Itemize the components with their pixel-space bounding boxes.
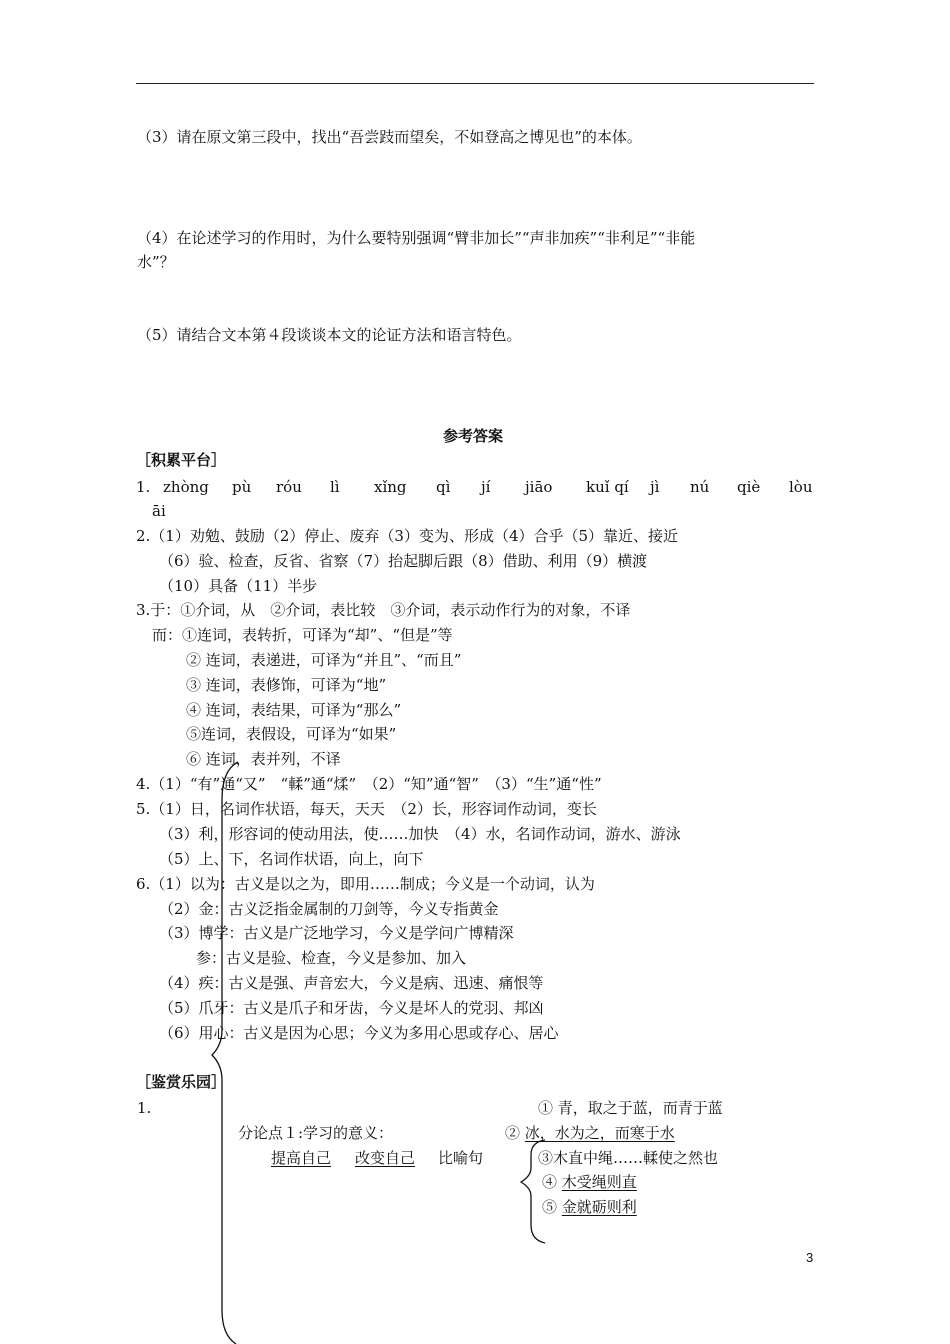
pinyin-item: xǐng [374, 478, 407, 496]
answer-5-line1: 5.（1）日，名词作状语，每天，天天 （2）长，形容词作动词，变长 [136, 800, 597, 818]
page-number: 3 [806, 1250, 814, 1265]
pinyin-item: qì [436, 478, 451, 496]
answer-3-line4: ③ 连词，表修饰，可译为“地” [186, 676, 387, 694]
small-left-brace [521, 1140, 545, 1243]
answers-title: 参考答案 [443, 427, 504, 445]
question-5: （5）请结合文本第４段谈谈本文的论证方法和语言特色。 [137, 326, 522, 344]
appreciation-answer-1-number: 1. [137, 1099, 152, 1117]
answer-1-line2: āi [152, 502, 166, 520]
example-2-number: ② [505, 1124, 525, 1142]
answer-2-line1: 2.（1）劝勉、鼓励（2）停止、废弃（3）变为、形成（4）合乎（5）靠近、接近 [136, 527, 679, 545]
section-heading-appreciation: ［鉴赏乐园］ [136, 1073, 227, 1091]
answer-2-line3: （10）具备（11）半步 [159, 577, 318, 595]
question-4-line1: （4）在论述学习的作用时，为什么要特别强调“臂非加长”“声非加疾”“非利足”“非能 [137, 229, 696, 247]
sub-point-improve-self: 提高自己 [271, 1149, 332, 1167]
example-4-number: ④ [542, 1173, 562, 1191]
example-5-text: 金就砺则利 [561, 1198, 637, 1216]
pinyin-item: lì [330, 478, 340, 496]
pinyin-item: kuǐ qí [586, 478, 629, 496]
example-2-text: 冰，水为之，而寒于水 [524, 1124, 675, 1142]
answer-3-line7: ⑥ 连词，表并列，不译 [186, 750, 341, 768]
answer-5-line2: （3）利，形容词的使动用法，使……加快 （4）水，名词作动词，游水、游泳 [159, 825, 681, 843]
answer-4: 4.（1）“有”通“又” “輮”通“煣” （2）“知”通“智” （3）“生”通“性” [136, 775, 602, 793]
answer-3-line3: ② 连词，表递进，可译为“并且”、“而且” [186, 651, 462, 669]
example-3: ③木直中绳……輮使之然也 [538, 1149, 719, 1167]
answer-1-number: 1. [136, 478, 151, 496]
answer-3-line1: 3.于：①介词，从 ②介词，表比较 ③介词，表示动作行为的对象，不译 [136, 601, 631, 619]
pinyin-item: pù [232, 478, 252, 496]
answer-6-line3: （3）博学：古义是广泛地学习，今义是学问广博精深 [159, 924, 514, 942]
sub-point-change-self: 改变自己 [355, 1149, 416, 1167]
pinyin-item: jiāo [525, 478, 553, 496]
pinyin-item: qiè [737, 478, 761, 496]
pinyin-item: jí [481, 478, 491, 496]
pinyin-item: zhòng [163, 478, 209, 496]
example-5-number: ⑤ [542, 1198, 562, 1216]
question-3: （3）请在原文第三段中，找出“吾尝跂而望矣，不如登高之博见也”的本体。 [137, 128, 642, 146]
answer-6-line1: 6.（1）以为：古义是以之为，即用……制成；今义是一个动词，认为 [136, 875, 595, 893]
example-4-text: 木受绳则直 [561, 1173, 637, 1191]
question-4-line2: 水”？ [137, 253, 175, 271]
answer-2-line2: （6）验、检查，反省、省察（7）抬起脚后跟（8）借助、利用（9）横渡 [159, 552, 648, 570]
answer-6-line4: 参：古义是验、检查，今义是参加、加入 [196, 949, 467, 967]
answer-6-line2: （2）金：古义泛指金属制的刀剑等，今义专指黄金 [159, 900, 499, 918]
answer-6-line5: （4）疾：古义是强、声音宏大，今义是病、迅速、痛恨等 [159, 974, 544, 992]
sub-argument-1: 分论点１:学习的意义： [238, 1124, 394, 1142]
sub-point-metaphor: 比喻句 [438, 1149, 484, 1167]
answer-5-line3: （5）上、下，名词作状语，向上，向下 [159, 850, 424, 868]
answer-3-line2: 而：①连词，表转折，可译为“却”、“但是”等 [152, 626, 453, 644]
pinyin-item: lòu [789, 478, 813, 496]
answer-6-line7: （6）用心：古义是因为心思；今义为多用心思或存心、居心 [159, 1024, 559, 1042]
pinyin-item: jì [650, 478, 660, 496]
answer-6-line6: （5）爪牙：古义是爪子和牙齿，今义是坏人的党羽、邦凶 [159, 999, 544, 1017]
pinyin-item: róu [276, 478, 302, 496]
example-1: ① 青，取之于蓝，而青于蓝 [538, 1099, 723, 1117]
section-heading-accumulation: ［积累平台］ [136, 451, 227, 469]
answer-3-line5: ④ 连词，表结果，可译为“那么” [186, 701, 402, 719]
large-left-brace [212, 762, 238, 1344]
answer-3-line6: ⑤连词，表假设，可译为“如果” [186, 725, 397, 743]
pinyin-item: nú [690, 478, 710, 496]
